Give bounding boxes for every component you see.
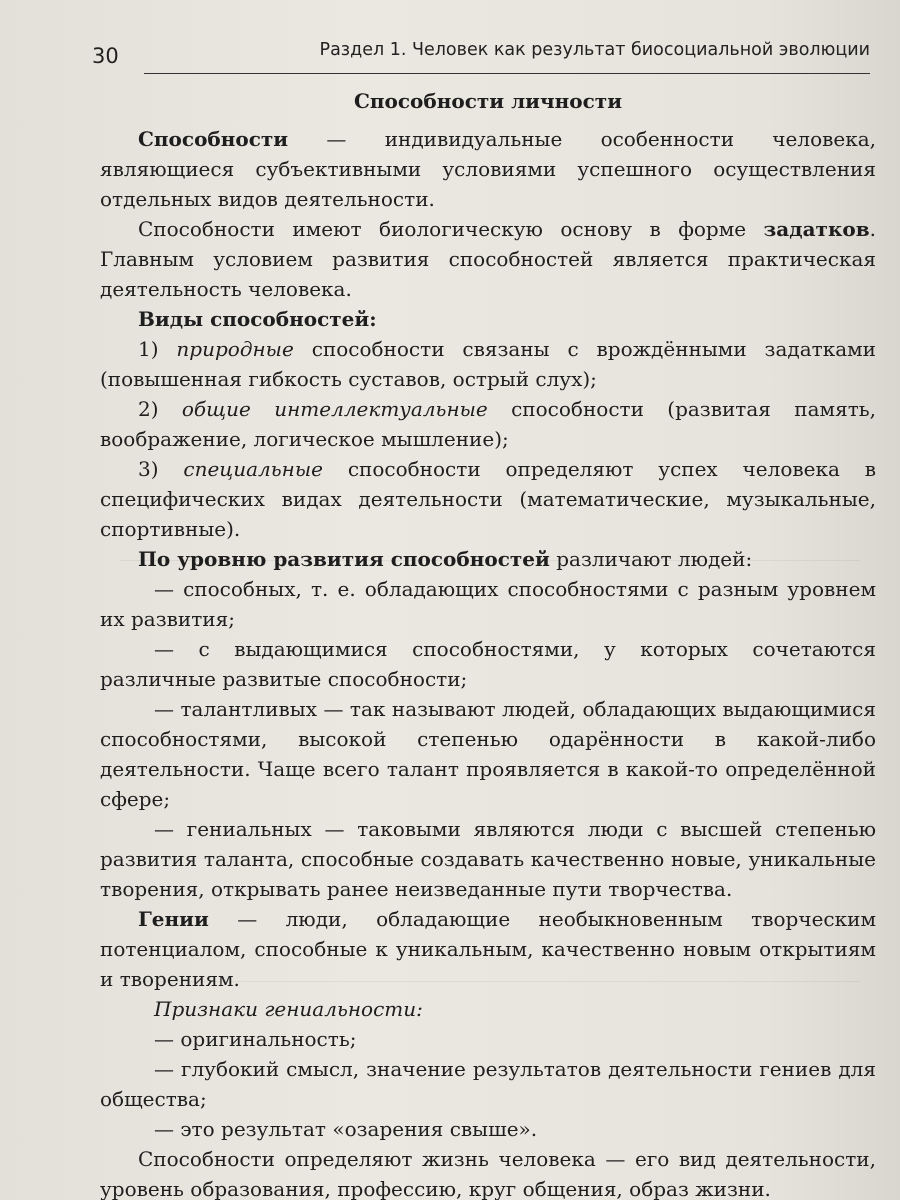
type-item-text: способности определяют успех человека в специфических видах деятельности (математические, музыкальные, спортивные). — [100, 457, 876, 541]
definition-paragraph — [100, 124, 876, 214]
page-body — [100, 86, 876, 1200]
signs-heading — [100, 994, 876, 1024]
levels-heading-rest: различают людей: — [549, 547, 753, 571]
basis-paragraph — [100, 214, 876, 304]
levels-heading — [100, 544, 876, 574]
level-item: — талантливых — так называют людей, обладающих выдающимися способностями, высокой степенью одарённости в какой-либо деятельности. Чаще всего талант проявляется в какой-то определённой сфере; — [100, 697, 876, 811]
sign-item: — это результат «озарения свыше». — [154, 1117, 538, 1141]
levels-heading-bold: По уровню развития способностей — [138, 547, 550, 571]
type-item-text: способности связаны с врождёнными задатками (повышенная гибкость суставов, острый слух); — [100, 337, 876, 391]
header-rule — [144, 73, 870, 74]
level-item: — гениальных — таковыми являются люди с высшей степенью развития таланта, способные создавать качественно новые, уникальные творения, открывать ранее неизведанные пути творчества. — [100, 817, 876, 901]
signs-heading-text: Признаки гениальности — [154, 997, 417, 1021]
genius-term: Гении — [138, 907, 209, 931]
definition-text: — индивидуальные особенности человека, являющиеся субъективными условиями успешного осуществления отдельных видов деятельности. — [100, 127, 876, 211]
type-item-2 — [100, 394, 876, 454]
type-item-number: 1) — [138, 337, 177, 361]
running-head: Раздел 1. Человек как результат биосоциальной эволюции — [319, 40, 870, 60]
types-heading: Виды способностей: — [138, 307, 377, 331]
sign-item: — оригинальность; — [154, 1027, 357, 1051]
page-header — [92, 34, 870, 78]
level-item: — с выдающимися способностями, у которых сочетаются различные развитые способности; — [100, 637, 876, 691]
definition-term: Способности — [138, 127, 289, 151]
signs-heading-colon: : — [416, 997, 423, 1021]
type-item-term: общие интеллектуальные — [181, 397, 488, 421]
type-item-number: 2) — [138, 397, 182, 421]
basis-text-after: . Главным условием развития способностей является практическая деятельность человека. — [100, 217, 876, 301]
type-item-number: 3) — [138, 457, 184, 481]
type-item-term: природные — [176, 337, 294, 361]
basis-term: задатков — [763, 217, 870, 241]
genius-text: — люди, обладающие необыкновенным творческим потенциалом, способные к уникальным, качественно новым открытиям и творениям. — [100, 907, 876, 991]
page-number: 30 — [92, 44, 119, 68]
genius-paragraph — [100, 904, 876, 994]
section-title: Способности личности — [353, 89, 623, 113]
type-item-3 — [100, 454, 876, 544]
type-item-term: специальные — [183, 457, 323, 481]
closing-paragraph: Способности определяют жизнь человека — его вид деятельности, уровень образования, профессию, круг общения, образ жизни. — [100, 1147, 876, 1200]
basis-text-before: Способности имеют биологическую основу в форме — [138, 217, 764, 241]
level-item: — способных, т. е. обладающих способностями с разным уровнем их развития; — [100, 577, 876, 631]
type-item-1 — [100, 334, 876, 394]
sign-item: — глубокий смысл, значение результатов деятельности гениев для общества; — [100, 1057, 876, 1111]
type-item-text: способности (развитая память, воображение, логическое мышление); — [100, 397, 877, 451]
